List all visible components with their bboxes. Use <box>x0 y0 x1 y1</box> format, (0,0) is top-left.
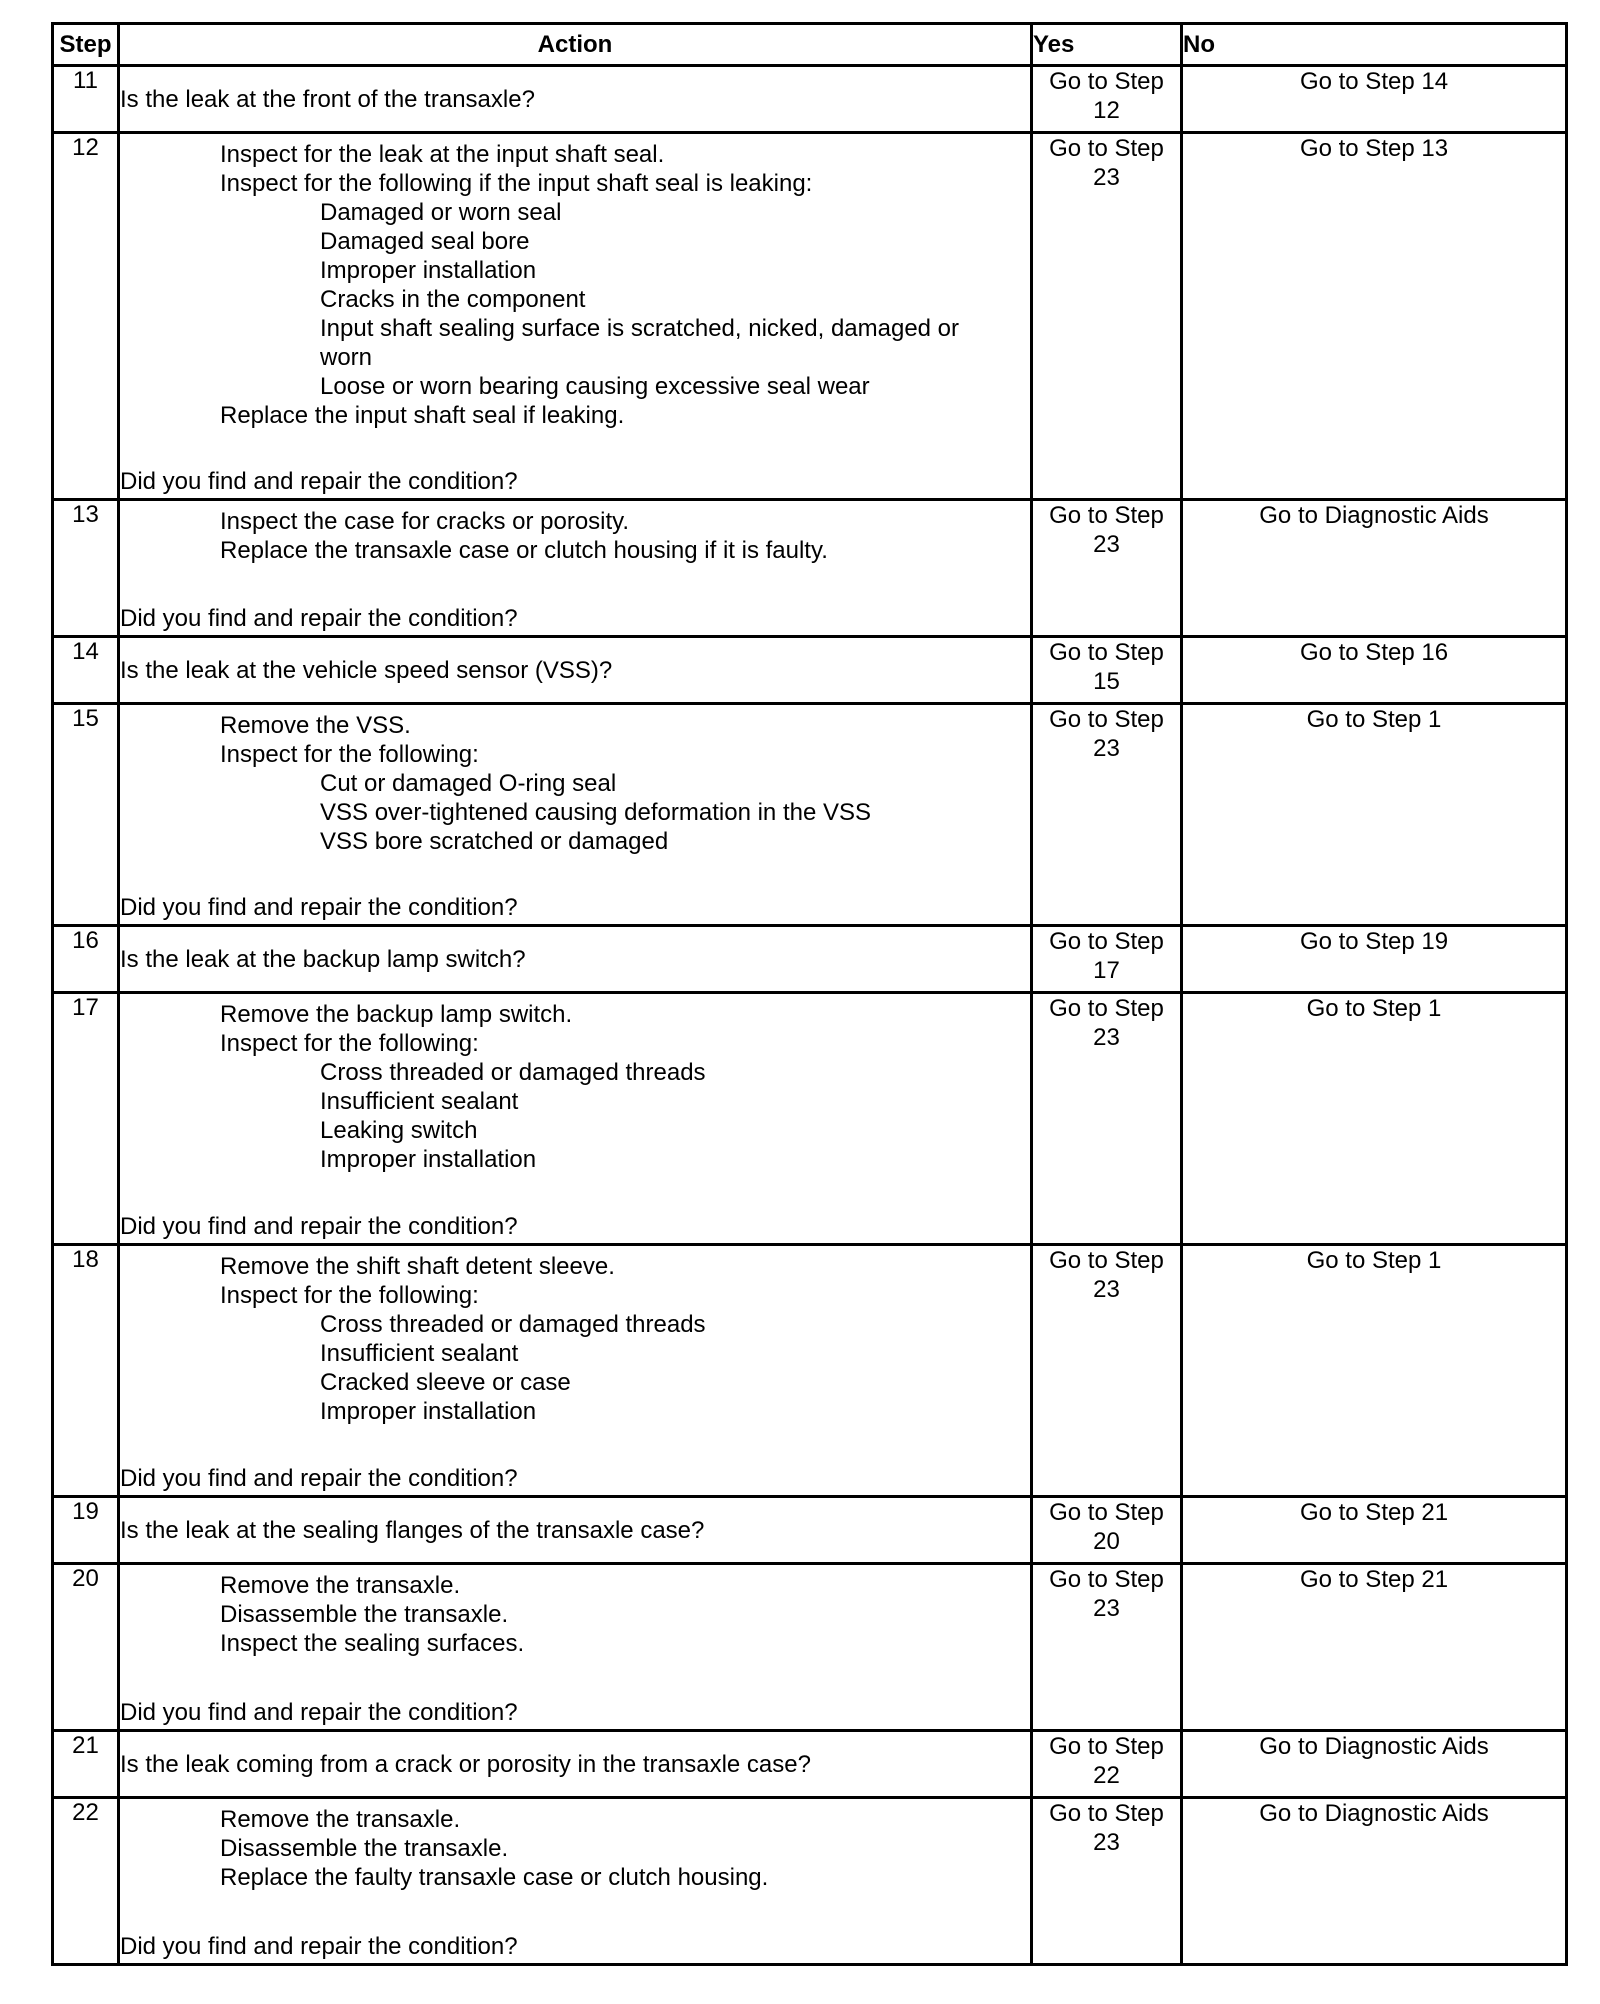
yes-goto-step: 22 <box>1093 1762 1120 1789</box>
action-step: Disassemble the transaxle. <box>220 1835 509 1862</box>
table-row <box>53 1497 1567 1564</box>
action-substep: VSS over-tightened causing deformation in the VSS <box>320 799 871 826</box>
yes-goto-label: Go to Step <box>1049 135 1164 162</box>
no-cell: Go to Diagnostic Aids <box>1182 1731 1567 1798</box>
no-cell: Go to Step 14 <box>1182 66 1567 133</box>
action-step: Remove the shift shaft detent sleeve. <box>220 1253 615 1280</box>
action-question: Did you find and repair the condition? <box>120 1699 518 1726</box>
action-step: Inspect for the following if the input shaft seal is leaking: <box>220 170 813 197</box>
action-step: Replace the faulty transaxle case or clutch housing. <box>220 1864 769 1891</box>
action-substep: Input shaft sealing surface is scratched, nicked, damaged or worn <box>320 315 960 371</box>
action-step: Remove the VSS. <box>220 712 411 739</box>
no-cell: Go to Step 1 <box>1182 993 1567 1245</box>
yes-goto-step: 23 <box>1093 1595 1120 1622</box>
step-number: 15 <box>53 704 119 926</box>
action-question: Did you find and repair the condition? <box>120 605 518 632</box>
action-cell <box>119 704 1032 926</box>
diagnostic-table <box>51 22 1568 1966</box>
action-substep: Loose or worn bearing causing excessive seal wear <box>320 373 870 400</box>
yes-goto-step: 23 <box>1093 1024 1120 1051</box>
action-substep: Cracks in the component <box>320 286 586 313</box>
yes-cell <box>1032 1564 1182 1731</box>
yes-goto-step: 23 <box>1093 164 1120 191</box>
action-substep: Improper installation <box>320 1398 537 1425</box>
action-substep: Improper installation <box>320 257 537 284</box>
action-cell <box>119 993 1032 1245</box>
step-number: 21 <box>53 1731 119 1798</box>
yes-cell <box>1032 1245 1182 1497</box>
action-step: Inspect for the following: <box>220 741 479 768</box>
no-cell: Go to Step 21 <box>1182 1564 1567 1731</box>
yes-goto-step: 23 <box>1093 1276 1120 1303</box>
step-number: 14 <box>53 637 119 704</box>
table-row <box>53 133 1567 500</box>
no-cell: Go to Step 1 <box>1182 1245 1567 1497</box>
action-question: Did you find and repair the condition? <box>120 1465 518 1492</box>
table-row <box>53 1245 1567 1497</box>
action-question: Is the leak at the front of the transaxle? <box>120 85 535 113</box>
action-question: Is the leak coming from a crack or porosity in the transaxle case? <box>120 1750 811 1778</box>
table-row <box>53 500 1567 637</box>
action-question: Is the leak at the vehicle speed sensor (VSS)? <box>120 656 613 684</box>
yes-cell <box>1032 500 1182 637</box>
action-question: Did you find and repair the condition? <box>120 894 518 921</box>
yes-cell <box>1032 1798 1182 1965</box>
table-row <box>53 704 1567 926</box>
yes-goto-step: 23 <box>1093 531 1120 558</box>
yes-goto-label: Go to Step <box>1049 68 1164 95</box>
table-row <box>53 926 1567 993</box>
yes-cell <box>1032 1497 1182 1564</box>
action-step: Inspect the case for cracks or porosity. <box>220 508 630 535</box>
action-substep: Insufficient sealant <box>320 1088 519 1115</box>
action-step: Remove the backup lamp switch. <box>220 1001 573 1028</box>
action-substep: Cross threaded or damaged threads <box>320 1311 706 1338</box>
action-step: Inspect for the following: <box>220 1030 479 1057</box>
action-substep: Improper installation <box>320 1146 537 1173</box>
yes-goto-label: Go to Step <box>1049 706 1164 733</box>
action-cell <box>119 500 1032 637</box>
table-row <box>53 1798 1567 1965</box>
table-row <box>53 66 1567 133</box>
action-substep: VSS bore scratched or damaged <box>320 828 669 855</box>
yes-goto-label: Go to Step <box>1049 1499 1164 1526</box>
yes-goto-label: Go to Step <box>1049 995 1164 1022</box>
header-yes: Yes <box>1032 24 1182 66</box>
action-cell <box>119 926 1032 993</box>
action-cell <box>119 1497 1032 1564</box>
action-cell <box>119 1731 1032 1798</box>
yes-cell <box>1032 637 1182 704</box>
action-step: Inspect for the following: <box>220 1282 479 1309</box>
table-row <box>53 993 1567 1245</box>
no-cell: Go to Diagnostic Aids <box>1182 1798 1567 1965</box>
table-row <box>53 637 1567 704</box>
yes-goto-label: Go to Step <box>1049 1247 1164 1274</box>
yes-cell <box>1032 704 1182 926</box>
yes-goto-label: Go to Step <box>1049 639 1164 666</box>
yes-goto-step: 15 <box>1093 668 1120 695</box>
step-number: 17 <box>53 993 119 1245</box>
yes-goto-label: Go to Step <box>1049 928 1164 955</box>
action-step: Remove the transaxle. <box>220 1806 461 1833</box>
action-substep: Insufficient sealant <box>320 1340 519 1367</box>
step-number: 22 <box>53 1798 119 1965</box>
action-step: Remove the transaxle. <box>220 1572 461 1599</box>
action-step: Replace the input shaft seal if leaking. <box>220 402 625 429</box>
yes-cell <box>1032 993 1182 1245</box>
header-no: No <box>1182 24 1567 66</box>
action-step: Disassemble the transaxle. <box>220 1601 509 1628</box>
step-number: 11 <box>53 66 119 133</box>
step-number: 20 <box>53 1564 119 1731</box>
table-header-row <box>53 24 1567 66</box>
action-question: Is the leak at the backup lamp switch? <box>120 945 526 973</box>
step-number: 13 <box>53 500 119 637</box>
yes-goto-step: 12 <box>1093 97 1120 124</box>
yes-goto-label: Go to Step <box>1049 1733 1164 1760</box>
no-cell: Go to Step 1 <box>1182 704 1567 926</box>
action-question: Did you find and repair the condition? <box>120 468 518 495</box>
step-number: 19 <box>53 1497 119 1564</box>
step-number: 18 <box>53 1245 119 1497</box>
no-cell: Go to Diagnostic Aids <box>1182 500 1567 637</box>
action-cell <box>119 1245 1032 1497</box>
action-cell <box>119 637 1032 704</box>
action-step: Replace the transaxle case or clutch housing if it is faulty. <box>220 537 828 564</box>
table-row <box>53 1564 1567 1731</box>
action-cell <box>119 66 1032 133</box>
header-action: Action <box>119 24 1032 66</box>
no-cell: Go to Step 19 <box>1182 926 1567 993</box>
action-cell <box>119 1798 1032 1965</box>
header-step: Step <box>53 24 119 66</box>
action-substep: Cut or damaged O-ring seal <box>320 770 617 797</box>
action-substep: Leaking switch <box>320 1117 478 1144</box>
yes-goto-step: 23 <box>1093 1829 1120 1856</box>
action-question: Did you find and repair the condition? <box>120 1933 518 1960</box>
action-cell <box>119 1564 1032 1731</box>
action-step: Inspect the sealing surfaces. <box>220 1630 525 1657</box>
action-substep: Damaged seal bore <box>320 228 530 255</box>
yes-cell <box>1032 133 1182 500</box>
yes-cell <box>1032 66 1182 133</box>
yes-goto-label: Go to Step <box>1049 1800 1164 1827</box>
yes-goto-step: 17 <box>1093 957 1120 984</box>
action-step: Inspect for the leak at the input shaft seal. <box>220 141 665 168</box>
action-substep: Cracked sleeve or case <box>320 1369 571 1396</box>
action-question: Did you find and repair the condition? <box>120 1213 518 1240</box>
yes-cell <box>1032 1731 1182 1798</box>
step-number: 16 <box>53 926 119 993</box>
no-cell: Go to Step 21 <box>1182 1497 1567 1564</box>
yes-goto-label: Go to Step <box>1049 502 1164 529</box>
action-cell <box>119 133 1032 500</box>
step-number: 12 <box>53 133 119 500</box>
yes-goto-step: 23 <box>1093 735 1120 762</box>
no-cell: Go to Step 16 <box>1182 637 1567 704</box>
yes-goto-step: 20 <box>1093 1528 1120 1555</box>
no-cell: Go to Step 13 <box>1182 133 1567 500</box>
action-substep: Damaged or worn seal <box>320 199 562 226</box>
yes-cell <box>1032 926 1182 993</box>
action-question: Is the leak at the sealing flanges of the transaxle case? <box>120 1516 705 1544</box>
yes-goto-label: Go to Step <box>1049 1566 1164 1593</box>
action-substep: Cross threaded or damaged threads <box>320 1059 706 1086</box>
table-row <box>53 1731 1567 1798</box>
